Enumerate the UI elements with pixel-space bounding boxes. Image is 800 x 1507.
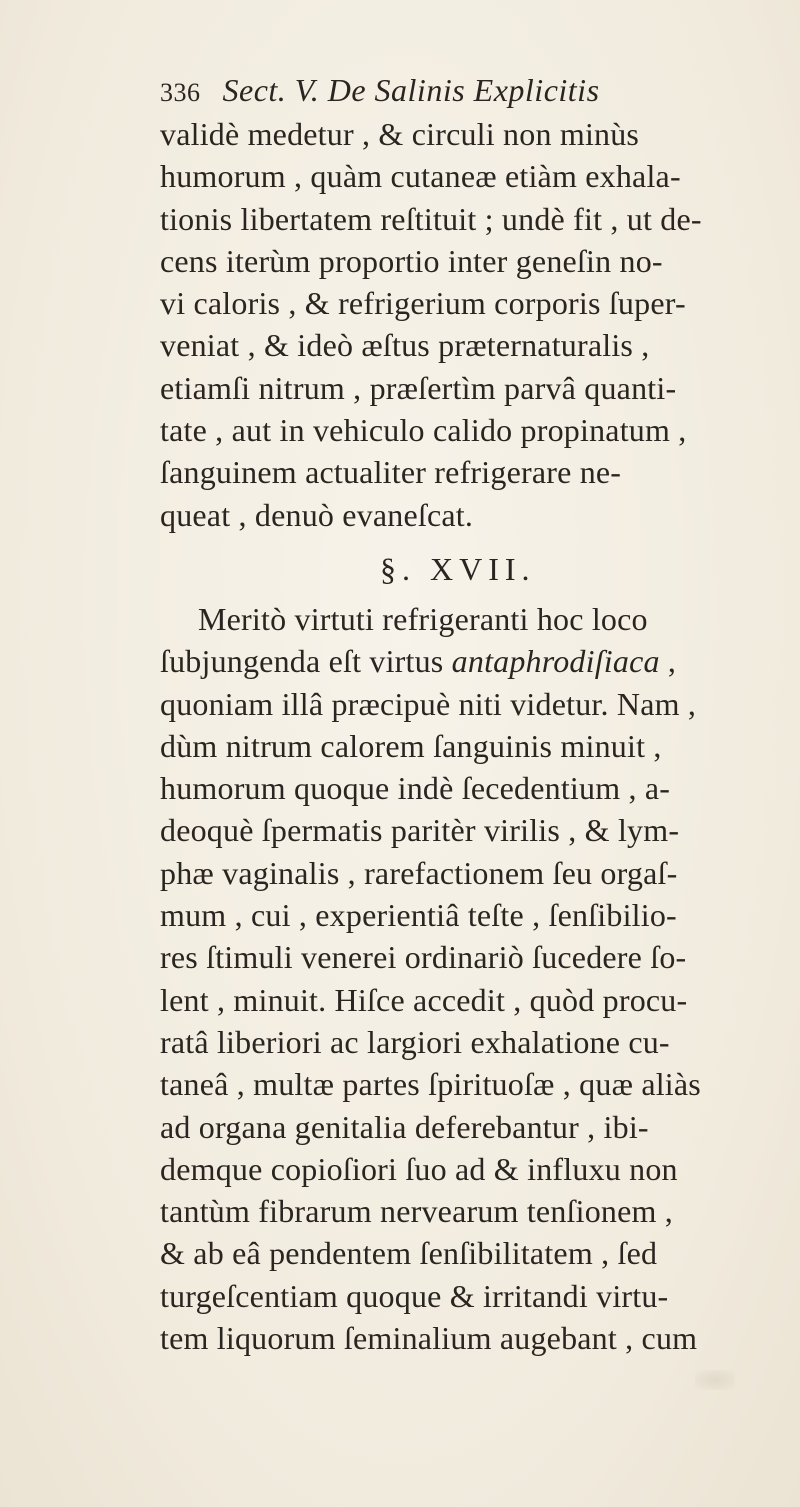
text-line: queat , denuò evaneſcat. (160, 496, 474, 533)
text-line: turgeſcentiam quoque & irritandi virtu- (160, 1277, 669, 1314)
paper-smudge (695, 1370, 735, 1390)
body-text (160, 113, 800, 1359)
text-span: ſubjungenda eſt virtus (160, 643, 452, 680)
text-line: demque copioſiori ſuo ad & influxu non (160, 1150, 678, 1187)
text-line (160, 598, 800, 640)
text-line: tate , aut in vehiculo calido propinatum , (160, 412, 687, 449)
text-line: vi caloris , & refrigerium corporis ſuper- (160, 285, 686, 322)
text-line: res ſtimuli venerei ordinariò ſucedere ſo- (160, 939, 687, 976)
text-line: tantùm fibrarum nervearum tenſionem , (160, 1193, 674, 1230)
text-line: dùm nitrum calorem ſanguinis minuit , (160, 727, 662, 764)
italic-term: antaphrodiſiaca (451, 643, 660, 680)
text-line: ſanguinem actualiter refrigerare ne- (160, 454, 622, 491)
text-line: cens iterùm proportio inter geneſin no- (160, 242, 663, 279)
text-line: quoniam illâ præcipuè niti videtur. Nam , (160, 685, 697, 722)
text-line: etiamſi nitrum , præſertìm parvâ quanti- (160, 369, 677, 406)
text-line: taneâ , multæ partes ſpirituoſæ , quæ aliàs (160, 1066, 701, 1103)
text-line: humorum , quàm cutaneæ etiàm exhala- (160, 158, 681, 195)
text-line: tionis libertatem reſtituit ; undè fit , ut de- (160, 200, 702, 237)
header-title: Sect. V. De Salinis Explicitis (222, 72, 600, 108)
text-line: & ab eâ pendentem ſenſibilitatem , ſed (160, 1235, 658, 1272)
section-heading: §. XVII. (380, 550, 536, 587)
page-number: 336 (160, 78, 201, 107)
text-line: deoquè ſpermatis paritèr virilis , & lym- (160, 812, 680, 849)
text-line (160, 640, 800, 682)
text-line: veniat , & ideò æſtus præternaturalis , (160, 327, 650, 364)
text-span: , (659, 643, 677, 680)
text-line: tem liquorum ſeminalium augebant , cum (160, 1320, 698, 1357)
text-line: humorum quoque indè ſecedentium , a- (160, 770, 671, 807)
text-span: Meritò virtuti refrigeranti hoc loco (198, 600, 648, 637)
text-line: lent , minuit. Hiſce accedit , quòd procu- (160, 981, 688, 1018)
running-header (160, 72, 600, 109)
text-line: ratâ liberiori ac largiori exhalatione cu- (160, 1023, 670, 1060)
text-line: validè medetur , & circuli non minùs (160, 116, 640, 152)
text-line: phæ vaginalis , rarefactionem ſeu orgaſ- (160, 854, 678, 891)
text-line: mum , cui , experientiâ teſte , ſenſibilio- (160, 897, 677, 934)
text-line: ad organa genitalia deferebantur , ibi- (160, 1108, 649, 1145)
